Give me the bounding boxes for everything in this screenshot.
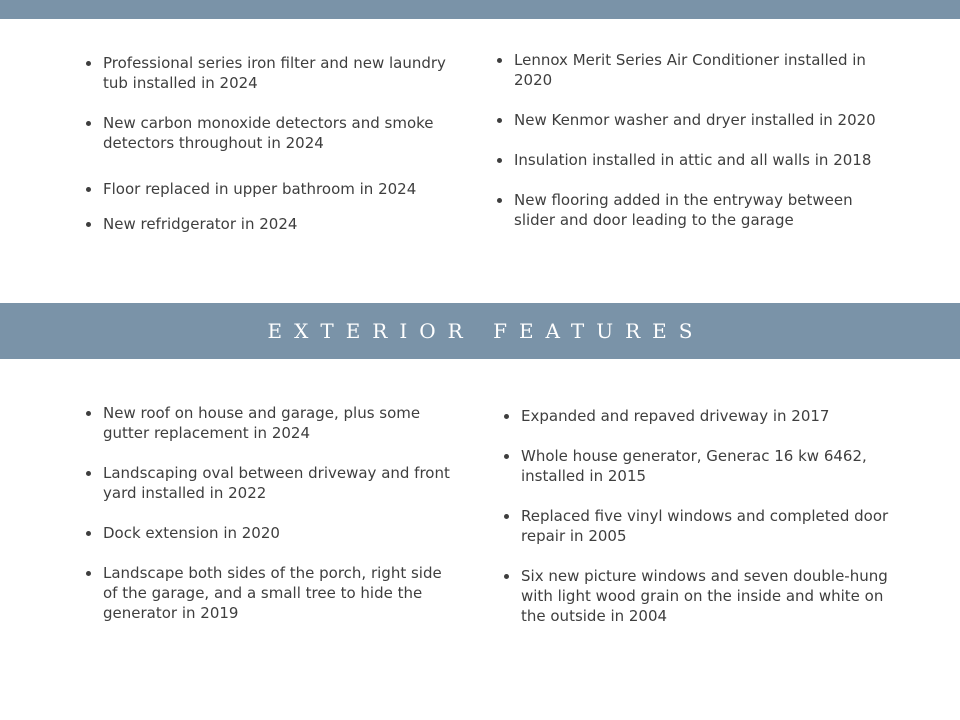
interior-right-list [496,50,896,230]
exterior-right-list [503,406,893,626]
list-item: Whole house generator, Generac 16 kw 6462, installed in 2015 [503,446,893,486]
section-title: EXTERIOR FEATURES [267,319,705,343]
list-item: New Kenmor washer and dryer installed in 2020 [496,110,896,130]
exterior-left-list [85,403,455,623]
list-item: Insulation installed in attic and all walls in 2018 [496,150,896,170]
list-item: Professional series iron filter and new laundry tub installed in 2024 [85,53,465,93]
list-item: New refridgerator in 2024 [85,214,465,234]
interior-header-band [0,0,960,19]
list-item: Lennox Merit Series Air Conditioner installed in 2020 [496,50,896,90]
list-item: New carbon monoxide detectors and smoke detectors throughout in 2024 [85,113,465,153]
list-item: New flooring added in the entryway between slider and door leading to the garage [496,190,896,230]
list-item: Expanded and repaved driveway in 2017 [503,406,893,426]
list-item: Landscaping oval between driveway and front yard installed in 2022 [85,463,455,503]
exterior-header-band [0,303,960,359]
list-item: Six new picture windows and seven double-hung with light wood grain on the inside and white on the outside in 2004 [503,566,893,626]
list-item: New roof on house and garage, plus some gutter replacement in 2024 [85,403,455,443]
list-item: Floor replaced in upper bathroom in 2024 [85,179,465,199]
list-item: Dock extension in 2020 [85,523,455,543]
interior-left-list [85,53,465,234]
list-item: Replaced five vinyl windows and completed door repair in 2005 [503,506,893,546]
list-item: Landscape both sides of the porch, right side of the garage, and a small tree to hide the generator in 2019 [85,563,455,623]
